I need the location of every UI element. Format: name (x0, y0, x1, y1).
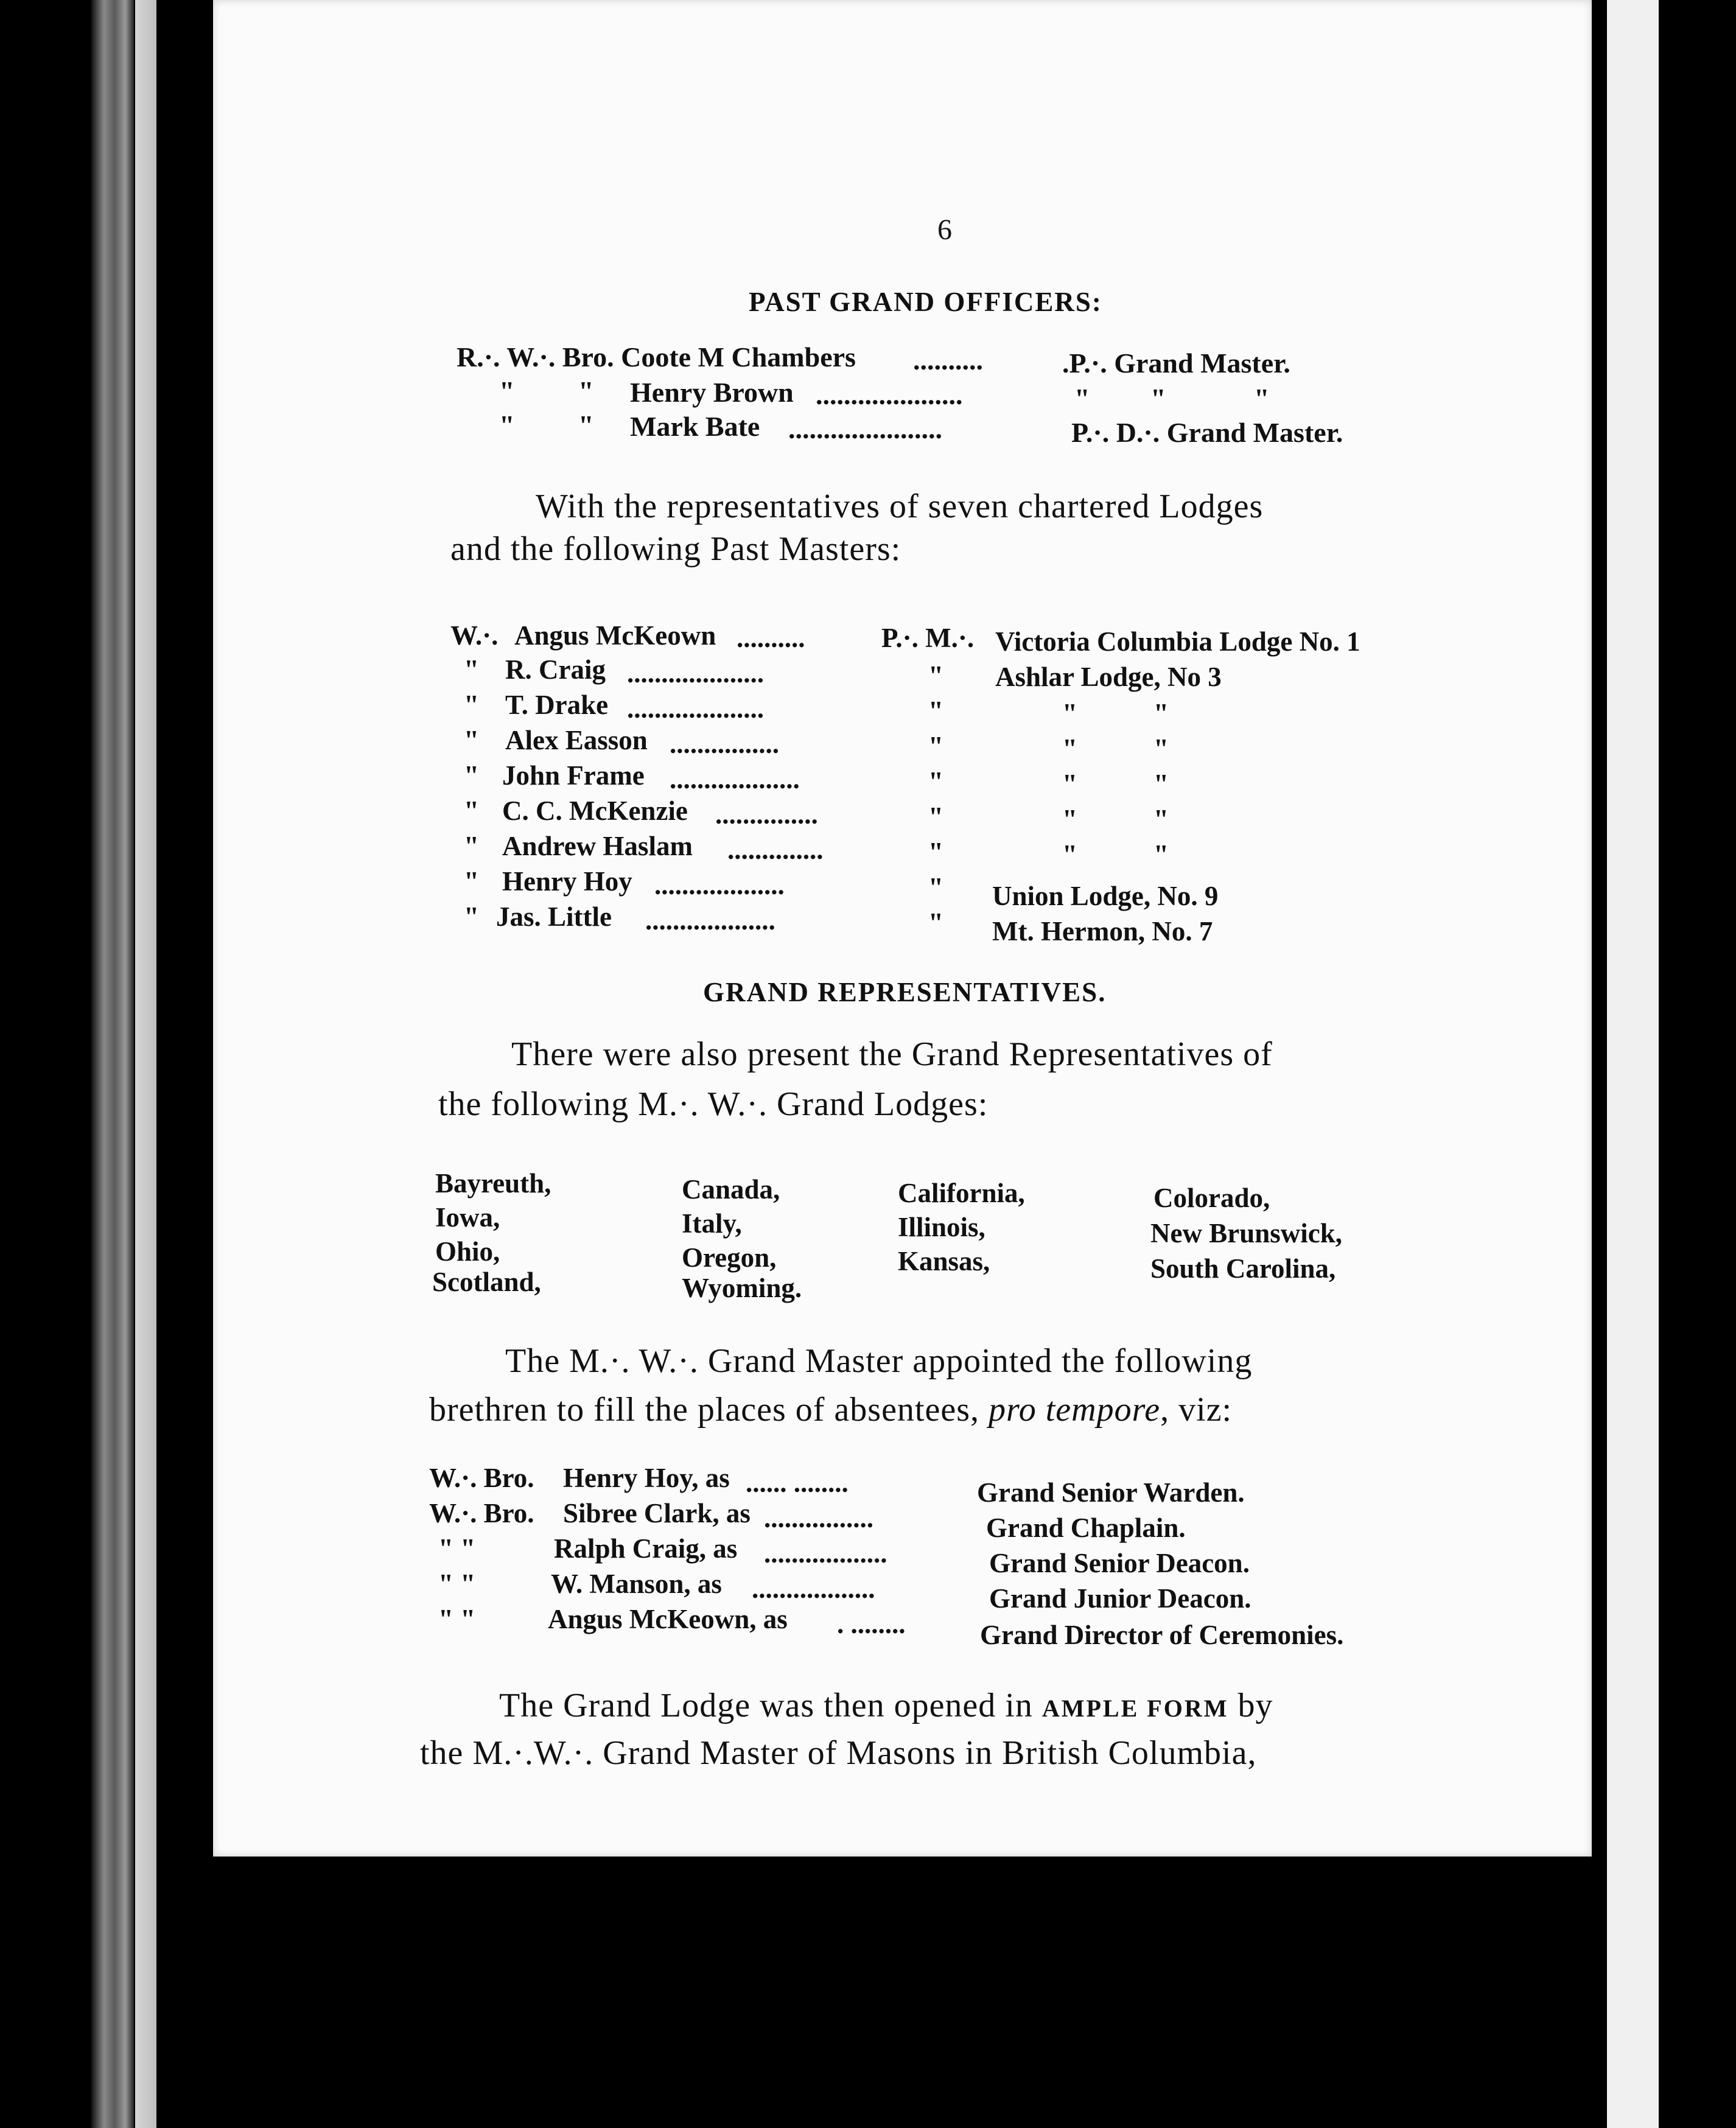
officer-row-3-title: P.·. D.·. Grand Master. (1071, 417, 1343, 448)
past-master-6-prefix: " (464, 796, 479, 826)
officer-row-1-name: R.·. W.·. Bro. Coote M Chambers (457, 341, 856, 373)
past-master-3-leader: .................... (627, 693, 764, 724)
past-master-1-lodge: Victoria Columbia Lodge No. 1 (995, 626, 1360, 657)
grand-reps-line-1: There were also present the Grand Representatives of (511, 1035, 1273, 1073)
past-master-1-name: Angus McKeown (514, 620, 716, 651)
past-master-8-leader: ................... (654, 870, 785, 900)
past-master-7-ditto-b: " (1153, 839, 1169, 870)
past-master-9-lodge: Mt. Hermon, No. 7 (992, 916, 1213, 947)
appointment-2-name: Sibree Clark, as (563, 1498, 751, 1528)
past-master-1-prefix: W.·. (450, 620, 499, 651)
appointment-1-prefix: W.·. Bro. (429, 1463, 534, 1493)
closing-line-1-start: The Grand Lodge was then opened in (499, 1687, 1033, 1724)
jurisdiction: California, (898, 1178, 1025, 1208)
past-master-9-rank: " (928, 908, 943, 938)
appointment-line-2 (429, 1390, 1232, 1429)
document-page (213, 0, 1592, 1857)
past-master-8-name: Henry Hoy (502, 866, 632, 897)
past-master-6-ditto-b: " (1153, 804, 1169, 835)
past-master-3-rank: " (928, 696, 943, 726)
jurisdiction: Wyoming. (682, 1273, 802, 1303)
appointment-line-2-end: , viz: (1160, 1391, 1233, 1429)
past-master-3-ditto-a: " (1062, 698, 1077, 729)
past-master-4-name: Alex Easson (505, 725, 648, 755)
past-master-3-name: T. Drake (505, 690, 609, 720)
officer-row-2-leader: ..................... (816, 379, 963, 410)
past-master-5-prefix: " (464, 760, 479, 791)
jurisdiction: Illinois, (898, 1212, 985, 1242)
grand-representatives-heading: GRAND REPRESENTATIVES. (703, 977, 1107, 1007)
appointment-5-name: Angus McKeown, as (548, 1604, 788, 1634)
past-master-8-rank: " (928, 872, 943, 903)
appointment-3-office: Grand Senior Deacon. (989, 1548, 1250, 1578)
appointment-2-prefix: W.·. Bro. (429, 1498, 534, 1528)
appointment-4-name: W. Manson, as (551, 1569, 722, 1599)
officer-row-1-title: .P.·. Grand Master. (1062, 348, 1290, 379)
past-master-6-ditto-a: " (1062, 804, 1077, 835)
past-master-5-rank: " (928, 766, 943, 797)
past-master-4-rank: " (928, 731, 943, 761)
appointment-3-leader: .................. (764, 1538, 887, 1569)
past-master-2-lodge: Ashlar Lodge, No 3 (995, 662, 1222, 692)
appointment-1-leader: ...... ........ (746, 1468, 849, 1498)
jurisdiction: New Brunswick, (1150, 1218, 1343, 1248)
appointment-4-leader: .................. (752, 1573, 875, 1604)
past-master-7-ditto-a: " (1062, 839, 1077, 870)
past-master-6-leader: ............... (715, 799, 818, 830)
officer-row-3-leader: ...................... (788, 413, 942, 444)
closing-line-1 (499, 1686, 1273, 1725)
past-master-9-prefix: " (464, 901, 479, 932)
officer-row-1-leader: .......... (913, 345, 983, 376)
officer-row-2-ditto-2: " (578, 376, 594, 407)
past-master-2-rank: " (928, 660, 943, 691)
past-master-8-prefix: " (464, 866, 479, 897)
page-stack-edge (135, 0, 156, 2128)
jurisdiction: Kansas, (898, 1246, 990, 1276)
closing-line-1-end: by (1237, 1687, 1273, 1724)
appointment-4-prefix: " " (438, 1569, 476, 1599)
jurisdiction: South Carolina, (1150, 1253, 1336, 1284)
past-master-7-name: Andrew Haslam (502, 831, 693, 861)
past-master-2-name: R. Craig (505, 654, 606, 685)
jurisdiction: Colorado, (1153, 1183, 1270, 1213)
closing-line-2: the M.·.W.·. Grand Master of Masons in British Columbia, (420, 1734, 1257, 1772)
past-master-3-prefix: " (464, 690, 479, 720)
jurisdiction: Ohio, (435, 1236, 500, 1267)
past-master-3-ditto-b: " (1153, 698, 1169, 729)
past-master-5-name: John Frame (502, 760, 645, 791)
jurisdiction: Canada, (682, 1174, 780, 1205)
pro-tempore: pro tempore (989, 1391, 1161, 1429)
appointment-5-office: Grand Director of Ceremonies. (980, 1620, 1344, 1650)
jurisdiction: Italy, (682, 1208, 742, 1239)
past-master-2-prefix: " (464, 654, 479, 685)
past-master-7-leader: .............. (727, 835, 824, 865)
past-master-1-leader: .......... (737, 623, 805, 653)
past-master-5-leader: ................... (670, 764, 800, 794)
appointment-5-prefix: " " (438, 1604, 476, 1634)
jurisdiction: Iowa, (435, 1202, 500, 1233)
book-spine (91, 0, 134, 2128)
appointment-1-office: Grand Senior Warden. (977, 1477, 1245, 1508)
facing-page-edge (1607, 0, 1659, 2128)
appointment-3-name: Ralph Craig, as (554, 1533, 738, 1564)
past-grand-officers-heading: PAST GRAND OFFICERS: (749, 287, 1102, 317)
appointment-3-prefix: " " (438, 1533, 476, 1564)
officer-row-2-ditto-c: " (1254, 383, 1270, 414)
past-master-9-leader: ................... (645, 905, 775, 936)
appointment-4-office: Grand Junior Deacon. (989, 1583, 1251, 1614)
past-master-6-rank: " (928, 802, 943, 832)
past-master-2-leader: .................... (627, 658, 764, 688)
appointment-5-leader: . ........ (837, 1609, 906, 1639)
intro-line-1: With the representatives of seven chartered Lodges (536, 488, 1264, 525)
jurisdiction: Oregon, (682, 1242, 777, 1273)
page-number: 6 (937, 214, 952, 246)
past-master-9-name: Jas. Little (496, 901, 612, 932)
ample-form: AMPLE FORM (1041, 1695, 1229, 1722)
appointment-2-office: Grand Chaplain. (986, 1513, 1186, 1543)
officer-row-3-ditto-1: " (499, 410, 515, 441)
officer-row-2-ditto-b: " (1150, 383, 1166, 414)
jurisdiction: Bayreuth, (435, 1168, 551, 1199)
past-master-1-rank: P.·. M.·. (881, 623, 975, 653)
appointment-1-name: Henry Hoy, as (563, 1463, 730, 1493)
grand-reps-line-2: the following M.·. W.·. Grand Lodges: (438, 1085, 989, 1123)
past-master-8-lodge: Union Lodge, No. 9 (992, 881, 1219, 911)
appointment-line-1: The M.·. W.·. Grand Master appointed the following (505, 1342, 1253, 1380)
past-master-5-ditto-a: " (1062, 769, 1077, 799)
past-master-7-prefix: " (464, 831, 479, 861)
appointment-line-2-start: brethren to fill the places of absentees, (429, 1391, 979, 1429)
past-master-4-ditto-b: " (1153, 733, 1169, 764)
appointment-2-leader: ................ (764, 1503, 873, 1533)
past-master-4-leader: ................ (670, 729, 779, 759)
past-master-6-name: C. C. McKenzie (502, 796, 688, 826)
past-master-5-ditto-b: " (1153, 769, 1169, 799)
past-master-4-ditto-a: " (1062, 733, 1077, 764)
intro-line-2: and the following Past Masters: (450, 530, 901, 568)
past-master-4-prefix: " (464, 725, 479, 755)
officer-row-3-ditto-2: " (578, 410, 594, 441)
officer-row-3-name: Mark Bate (630, 411, 760, 442)
officer-row-2-ditto-1: " (499, 376, 515, 407)
past-master-7-rank: " (928, 837, 943, 867)
officer-row-2-ditto-a: " (1074, 383, 1090, 414)
officer-row-2-name: Henry Brown (630, 377, 794, 408)
jurisdiction: Scotland, (432, 1267, 541, 1297)
